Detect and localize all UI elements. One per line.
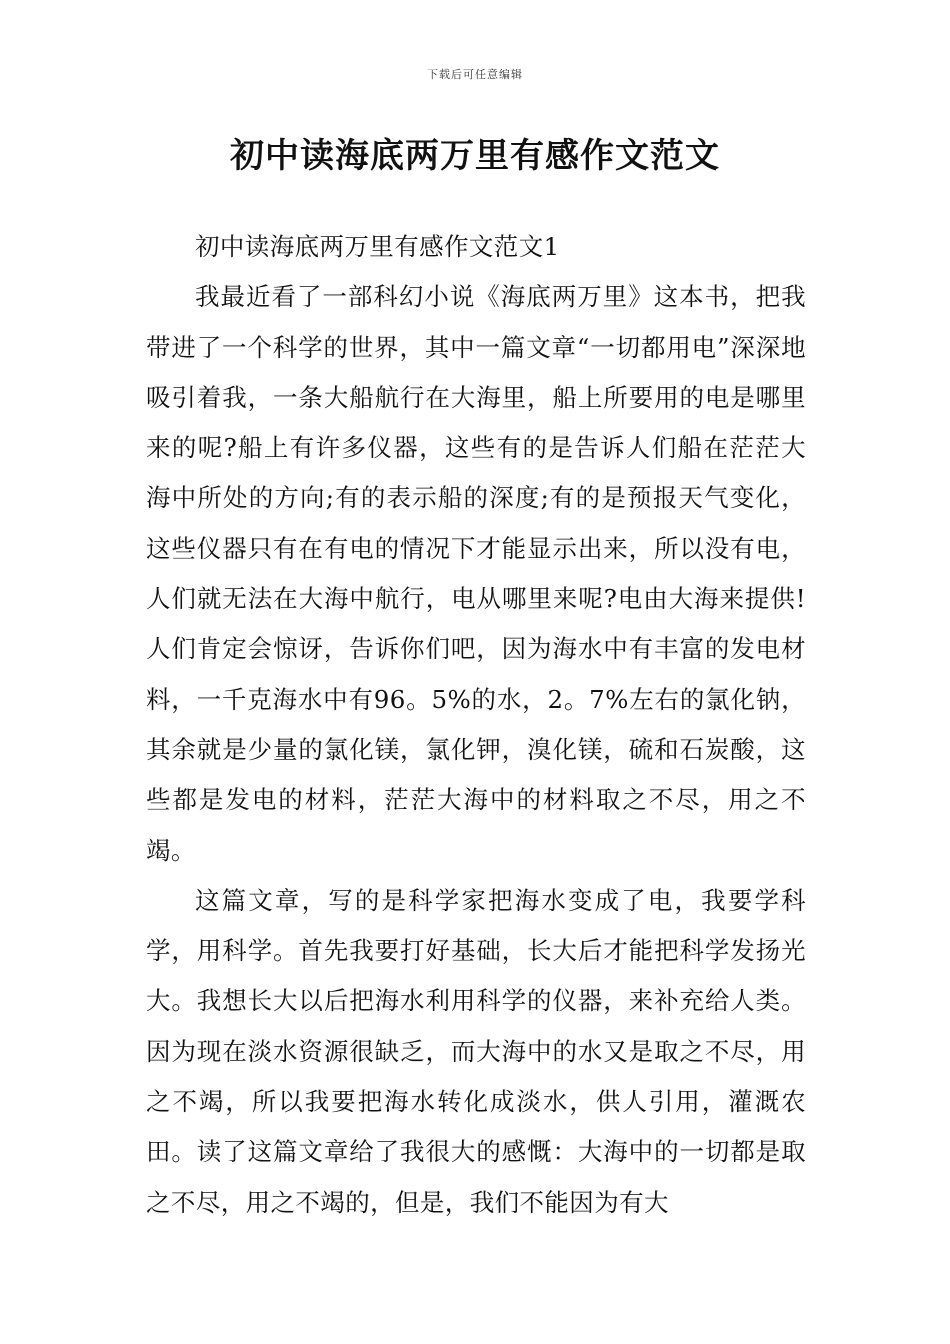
paragraph-1: 我最近看了一部科幻小说《海底两万里》这本书，把我带进了一个科学的世界，其中一篇文章“一切都用电”深深地吸引着我，一条大船航行在大海里，船上所要用的电是哪里来的呢?船上有许多仪器，这些有的是告诉人们船在茫茫大海中所处的方向;有的表示船的深度;有的是预报天气变化，这些仪器只有在有电的情况下才能显示出来，所以没有电，人们就无法在大海中航行，电从哪里来呢?电由大海来提供!人们肯定会惊讶，告诉你们吧，因为海水中有丰富的发电材料，一千克海水中有96。5%的水，2。7%左右的氯化钠，其余就是少量的氯化镁，氯化钾，溴化镁，硫和石炭酸，这些都是发电的材料，茫茫大海中的材料取之不尽，用之不竭。 xyxy=(146,282,806,865)
document-title: 初中读海底两万里有感作文范文 xyxy=(230,136,720,176)
paragraph-subtitle: 初中读海底两万里有感作文范文1 xyxy=(195,232,560,261)
header-note: 下载后可任意编辑 xyxy=(427,68,523,81)
paragraph-2: 这篇文章，写的是科学家把海水变成了电，我要学科学，用科学。首先我要打好基础，长大后才能把科学发扬光大。我想长大以后把海水利用科学的仪器，来补充给人类。因为现在淡水资源很缺乏，而大海中的水又是取之不尽，用之不竭，所以我要把海水转化成淡水，供人引用，灌溉农田。读了这篇文章给了我很大的感慨：大海中的一切都是取之不尽，用之不竭的，但是，我们不能因为有大 xyxy=(146,885,806,1217)
document-body xyxy=(146,222,806,1228)
